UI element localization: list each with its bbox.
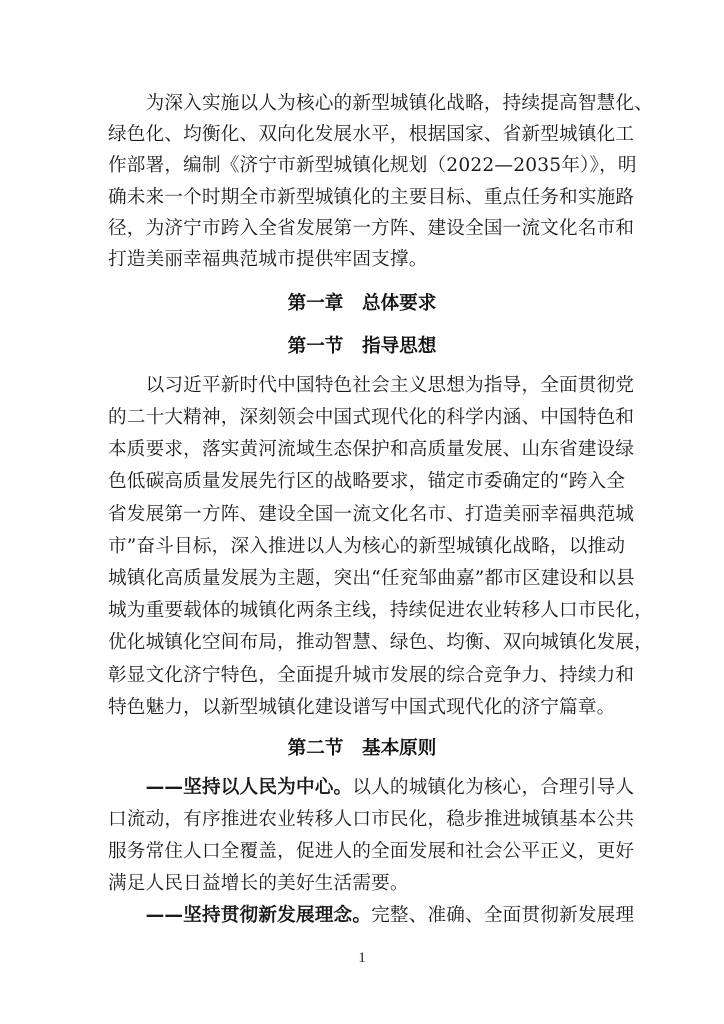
section1-line: 彰显文化济宁特色，全面提升城市发展的综合竞争力、持续力和 — [108, 665, 635, 686]
section1-line: 的二十大精神，深刻领会中国式现代化的科学内涵、中国特色和 — [108, 407, 635, 428]
intro-line: 为深入实施以人为核心的新型城镇化战略，持续提高智慧化、 — [108, 93, 654, 114]
section-title-guiding-ideology: 第一节 指导思想 — [287, 336, 437, 357]
section1-line: 以习近平新时代中国特色社会主义思想为指导，全面贯彻党 — [108, 375, 635, 396]
intro-line: 确未来一个时期全市新型城镇化的主要目标、重点任务和实施路 — [108, 187, 635, 208]
intro-line: 绿色化、均衡化、双向化发展水平，根据国家、省新型城镇化工 — [108, 124, 635, 145]
section1-line: 特色魅力，以新型城镇化建设谱写中国式现代化的济宁篇章。 — [108, 697, 616, 718]
principle-new-development-lead: ——坚持贯彻新发展理念。 — [108, 905, 372, 926]
principle-people-centered-line: 服务常住人口全覆盖，促进人的全面发展和社会公平正义，更好 — [108, 841, 635, 862]
section1-line: 色低碳高质量发展先行区的战略要求，锚定市委确定的“跨入全 — [108, 471, 626, 492]
principle-people-centered-lead: ——坚持以人民为中心。 — [108, 777, 353, 798]
principle-new-development-line — [108, 902, 635, 930]
principle-people-centered-line: 口流动，有序推进农业转移人口市民化，稳步推进城镇基本公共 — [108, 809, 635, 830]
intro-line: 径，为济宁市跨入全省发展第一方阵、建设全国一流文化名市和 — [108, 218, 635, 239]
chapter-title: 第一章 总体要求 — [287, 293, 437, 314]
page-number: 1 — [358, 950, 366, 966]
principle-new-development-text: 完整、准确、全面贯彻新发展理 — [371, 905, 635, 926]
section-title-basic-principles: 第二节 基本原则 — [287, 738, 437, 759]
section1-line: 市”奋斗目标，深入推进以人为核心的新型城镇化战略，以推动 — [108, 536, 626, 557]
section1-line: 省发展第一方阵、建设全国一流文化名市、打造美丽幸福典范城 — [108, 504, 635, 525]
principle-people-centered-line — [108, 774, 635, 802]
principle-people-centered-line: 满足人民日益增长的美好生活需要。 — [108, 873, 409, 894]
intro-line: 打造美丽幸福典范城市提供牢固支撑。 — [108, 249, 428, 270]
intro-line: 作部署，编制《济宁市新型城镇化规划（2022—2035年）》，明 — [108, 155, 637, 176]
section1-line: 城为重要载体的城镇化两条主线，持续促进农业转移人口市民化， — [108, 600, 654, 621]
section1-line: 优化城镇化空间布局，推动智慧、绿色、均衡、双向城镇化发展， — [108, 632, 654, 653]
section1-line: 城镇化高质量发展为主题，突出“任兖邹曲嘉”都市区建设和以县 — [108, 568, 635, 589]
section1-line: 本质要求，落实黄河流域生态保护和高质量发展、山东省建设绿 — [108, 439, 635, 460]
principle-people-centered-text: 以人的城镇化为核心，合理引导人 — [352, 777, 635, 798]
